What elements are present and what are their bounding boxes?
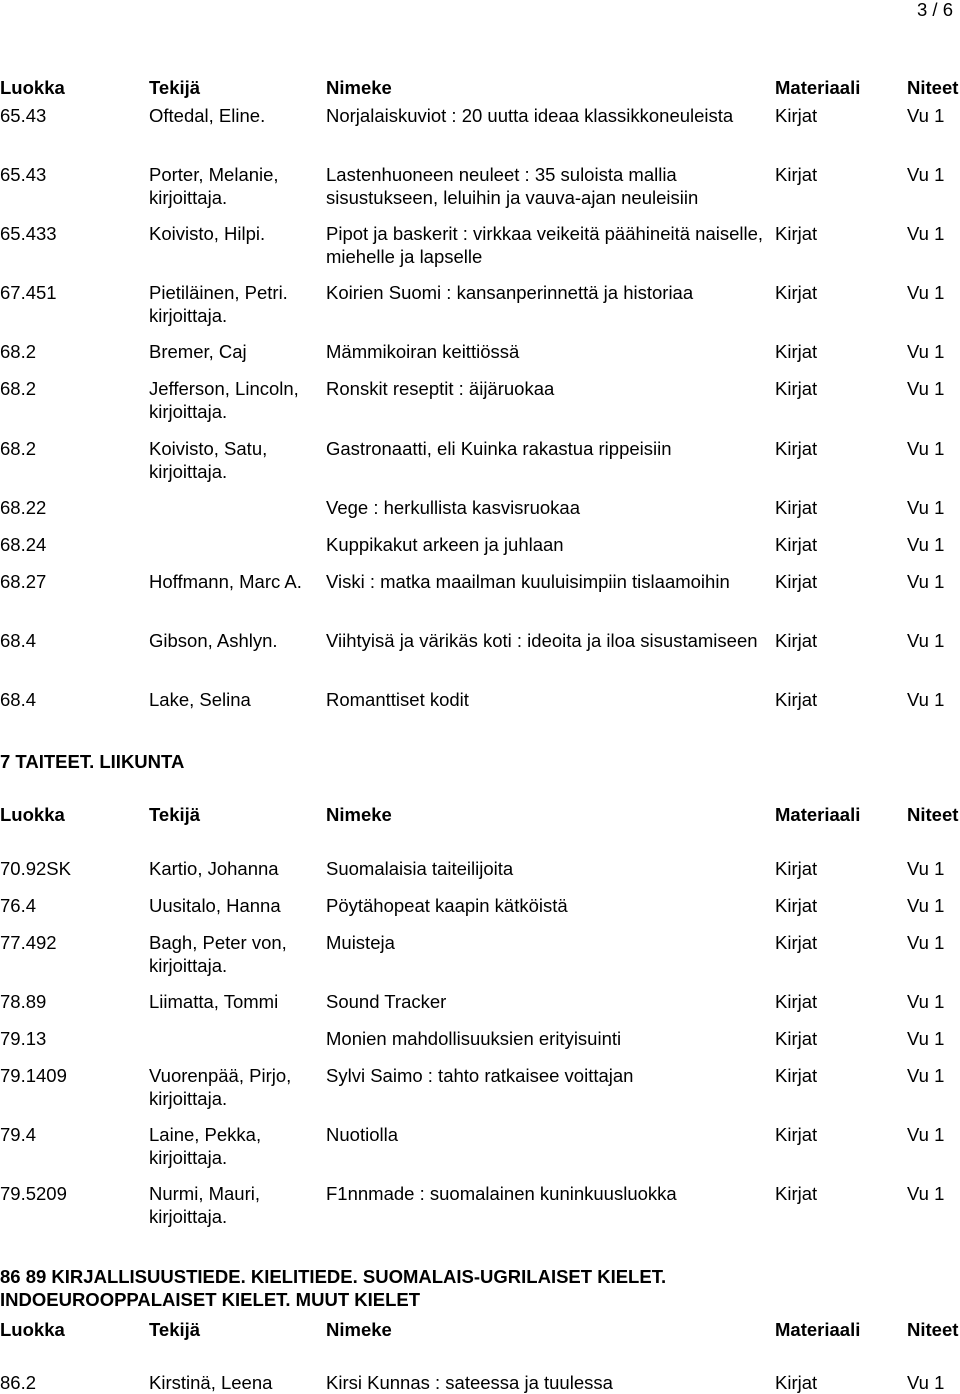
cell-nimeke: Vege : herkullista kasvisruokaa — [326, 497, 580, 518]
cell-luokka: 65.43 — [0, 105, 47, 126]
cell-niteet: Vu 1 — [907, 1183, 945, 1204]
cell-luokka: 70.92SK — [0, 858, 71, 879]
table-header — [0, 803, 960, 826]
cell-nimeke: Viski : matka maailman kuuluisimpiin tislaamoihin — [326, 571, 730, 592]
cell-materiaali: Kirjat — [775, 105, 818, 126]
cell-nimeke: F1nnmade : suomalainen kuninkuusluokka — [326, 1183, 677, 1204]
cell-tekija: Kirstinä, Leena — [149, 1372, 273, 1393]
cell-luokka: 76.4 — [0, 895, 37, 916]
header-niteet: Niteet — [907, 804, 959, 825]
header-nimeke: Nimeke — [326, 1319, 392, 1340]
cell-materiaali: Kirjat — [775, 341, 818, 362]
cell-niteet: Vu 1 — [907, 895, 945, 916]
table-row — [0, 496, 960, 519]
table-header — [0, 76, 960, 99]
cell-tekija: Laine, Pekka, kirjoittaja. — [149, 1124, 262, 1168]
cell-niteet: Vu 1 — [907, 858, 945, 879]
table-row — [0, 222, 960, 268]
cell-materiaali: Kirjat — [775, 932, 818, 953]
cell-nimeke: Pipot ja baskerit : virkkaa veikeitä päähineitä naiselle, miehelle ja lapselle — [326, 223, 764, 267]
cell-tekija: Kartio, Johanna — [149, 858, 279, 879]
cell-niteet: Vu 1 — [907, 1028, 945, 1049]
cell-niteet: Vu 1 — [907, 378, 945, 399]
table-row — [0, 281, 960, 327]
table-row — [0, 377, 960, 423]
header-tekija: Tekijä — [149, 77, 201, 98]
header-luokka: Luokka — [0, 804, 65, 825]
cell-tekija: Vuorenpää, Pirjo, kirjoittaja. — [149, 1065, 292, 1109]
cell-nimeke: Muisteja — [326, 932, 395, 953]
cell-niteet: Vu 1 — [907, 282, 945, 303]
cell-nimeke: Kirsi Kunnas : sateessa ja tuulessa — [326, 1372, 613, 1393]
table-row — [0, 1027, 960, 1050]
cell-niteet: Vu 1 — [907, 991, 945, 1012]
cell-materiaali: Kirjat — [775, 282, 818, 303]
cell-luokka: 79.13 — [0, 1028, 47, 1049]
section-title-taiteet: 7 TAITEET. LIIKUNTA — [0, 751, 185, 772]
table-row — [0, 570, 960, 616]
cell-luokka: 79.4 — [0, 1124, 37, 1145]
cell-nimeke: Suomalaisia taiteilijoita — [326, 858, 514, 879]
cell-tekija: Bremer, Caj — [149, 341, 247, 362]
cell-luokka: 68.4 — [0, 630, 37, 651]
table-row — [0, 990, 960, 1013]
cell-materiaali: Kirjat — [775, 689, 818, 710]
cell-niteet: Vu 1 — [907, 1124, 945, 1145]
cell-luokka: 79.5209 — [0, 1183, 67, 1204]
header-niteet: Niteet — [907, 1319, 959, 1340]
cell-tekija: Oftedal, Eline. — [149, 105, 266, 126]
cell-materiaali: Kirjat — [775, 858, 818, 879]
cell-niteet: Vu 1 — [907, 497, 945, 518]
section-title-line-2: INDOEUROOPPALAISET KIELET. MUUT KIELET — [0, 1289, 421, 1310]
header-nimeke: Nimeke — [326, 804, 392, 825]
cell-materiaali: Kirjat — [775, 895, 818, 916]
cell-materiaali: Kirjat — [775, 164, 818, 185]
cell-luokka: 67.451 — [0, 282, 57, 303]
table-row — [0, 1064, 960, 1110]
cell-niteet: Vu 1 — [907, 1372, 945, 1393]
cell-luokka: 86.2 — [0, 1372, 37, 1393]
cell-niteet: Vu 1 — [907, 223, 945, 244]
cell-luokka: 77.492 — [0, 932, 57, 953]
cell-tekija: Liimatta, Tommi — [149, 991, 279, 1012]
cell-tekija: Hoffmann, Marc A. — [149, 571, 302, 592]
cell-luokka: 68.22 — [0, 497, 47, 518]
cell-nimeke: Sound Tracker — [326, 991, 447, 1012]
table-body — [0, 104, 960, 711]
table-row — [0, 1371, 960, 1394]
cell-nimeke: Monien mahdollisuuksien erityisuinti — [326, 1028, 622, 1049]
cell-materiaali: Kirjat — [775, 497, 818, 518]
cell-nimeke: Nuotiolla — [326, 1124, 398, 1145]
cell-materiaali: Kirjat — [775, 630, 818, 651]
header-nimeke: Nimeke — [326, 77, 392, 98]
cell-luokka: 68.24 — [0, 534, 47, 555]
cell-tekija: Pietiläinen, Petri. kirjoittaja. — [149, 282, 288, 326]
cell-luokka: 68.2 — [0, 438, 37, 459]
cell-materiaali: Kirjat — [775, 223, 818, 244]
cell-niteet: Vu 1 — [907, 534, 945, 555]
table-row — [0, 931, 960, 977]
cell-niteet: Vu 1 — [907, 164, 945, 185]
catalog-section-2 — [0, 803, 960, 1227]
cell-niteet: Vu 1 — [907, 630, 945, 651]
cell-tekija: Nurmi, Mauri, kirjoittaja. — [149, 1183, 261, 1227]
table-body — [0, 1371, 960, 1394]
header-materiaali: Materiaali — [775, 77, 861, 98]
cell-tekija: Gibson, Ashlyn. — [149, 630, 278, 651]
cell-tekija: Lake, Selina — [149, 689, 251, 710]
header-luokka: Luokka — [0, 1319, 65, 1340]
section-title-kirjallisuus — [0, 1265, 666, 1311]
cell-materiaali: Kirjat — [775, 991, 818, 1012]
header-materiaali: Materiaali — [775, 1319, 861, 1340]
cell-luokka: 68.4 — [0, 689, 37, 710]
cell-niteet: Vu 1 — [907, 1065, 945, 1086]
cell-luokka: 68.2 — [0, 378, 37, 399]
cell-nimeke: Gastronaatti, eli Kuinka rakastua rippeisiin — [326, 438, 672, 459]
cell-materiaali: Kirjat — [775, 1124, 818, 1145]
table-header — [0, 1318, 960, 1341]
cell-nimeke: Norjalaiskuviot : 20 uutta ideaa klassikkoneuleista — [326, 105, 734, 126]
table-row — [0, 437, 960, 483]
cell-tekija: Koivisto, Satu, kirjoittaja. — [149, 438, 268, 482]
cell-materiaali: Kirjat — [775, 1065, 818, 1086]
cell-niteet: Vu 1 — [907, 932, 945, 953]
table-row — [0, 894, 960, 917]
table-row — [0, 340, 960, 363]
table-row — [0, 857, 960, 880]
table-row — [0, 629, 960, 675]
table-row — [0, 533, 960, 556]
cell-luokka: 78.89 — [0, 991, 47, 1012]
cell-nimeke: Mämmikoiran keittiössä — [326, 341, 520, 362]
cell-materiaali: Kirjat — [775, 1183, 818, 1204]
cell-luokka: 79.1409 — [0, 1065, 67, 1086]
cell-tekija: Porter, Melanie, kirjoittaja. — [149, 164, 279, 208]
cell-niteet: Vu 1 — [907, 689, 945, 710]
cell-materiaali: Kirjat — [775, 534, 818, 555]
cell-nimeke: Koirien Suomi : kansanperinnettä ja historiaa — [326, 282, 694, 303]
cell-materiaali: Kirjat — [775, 378, 818, 399]
header-tekija: Tekijä — [149, 804, 201, 825]
table-row — [0, 163, 960, 209]
header-niteet: Niteet — [907, 77, 959, 98]
cell-materiaali: Kirjat — [775, 571, 818, 592]
header-tekija: Tekijä — [149, 1319, 201, 1340]
cell-nimeke: Ronskit reseptit : äijäruokaa — [326, 378, 555, 399]
cell-luokka: 65.433 — [0, 223, 57, 244]
cell-niteet: Vu 1 — [907, 105, 945, 126]
cell-materiaali: Kirjat — [775, 1372, 818, 1393]
header-materiaali: Materiaali — [775, 804, 861, 825]
cell-nimeke: Kuppikakut arkeen ja juhlaan — [326, 534, 564, 555]
cell-nimeke: Romanttiset kodit — [326, 689, 469, 710]
cell-materiaali: Kirjat — [775, 1028, 818, 1049]
cell-tekija: Jefferson, Lincoln, kirjoittaja. — [149, 378, 299, 422]
catalog-section-1 — [0, 76, 960, 710]
cell-luokka: 68.2 — [0, 341, 37, 362]
cell-nimeke: Lastenhuoneen neuleet : 35 suloista mallia sisustukseen, leluihin ja vauva-ajan neuleisiin — [326, 164, 699, 208]
cell-luokka: 65.43 — [0, 164, 47, 185]
table-row — [0, 104, 960, 150]
cell-tekija: Koivisto, Hilpi. — [149, 223, 266, 244]
cell-niteet: Vu 1 — [907, 341, 945, 362]
cell-niteet: Vu 1 — [907, 438, 945, 459]
page-number: 3 / 6 — [917, 0, 953, 20]
catalog-section-3 — [0, 1318, 960, 1393]
cell-tekija: Bagh, Peter von, kirjoittaja. — [149, 932, 287, 976]
cell-niteet: Vu 1 — [907, 571, 945, 592]
cell-luokka: 68.27 — [0, 571, 47, 592]
cell-nimeke: Viihtyisä ja värikäs koti : ideoita ja iloa sisustamiseen — [326, 630, 758, 651]
cell-tekija: Uusitalo, Hanna — [149, 895, 281, 916]
cell-materiaali: Kirjat — [775, 438, 818, 459]
table-body — [0, 857, 960, 1228]
section-title-line-1: 86 89 KIRJALLISUUSTIEDE. KIELITIEDE. SUOMALAIS-UGRILAISET KIELET. — [0, 1266, 667, 1287]
cell-nimeke: Pöytähopeat kaapin kätköistä — [326, 895, 568, 916]
table-row — [0, 688, 960, 711]
table-row — [0, 1123, 960, 1169]
table-row — [0, 1182, 960, 1228]
cell-nimeke: Sylvi Saimo : tahto ratkaisee voittajan — [326, 1065, 634, 1086]
header-luokka: Luokka — [0, 77, 65, 98]
